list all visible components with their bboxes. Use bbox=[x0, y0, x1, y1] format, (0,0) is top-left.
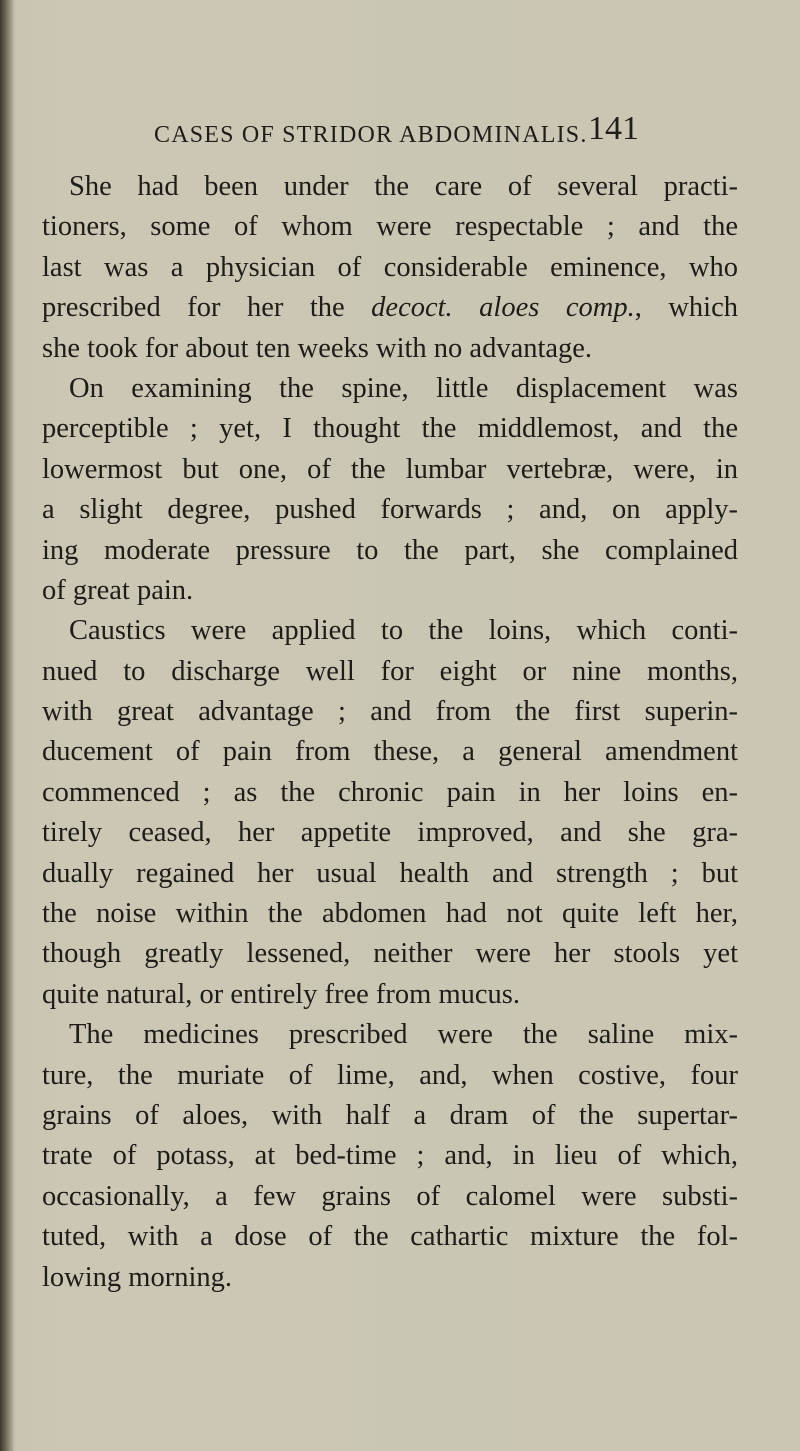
text-line: ing moderate pressure to the part, she complained bbox=[42, 534, 738, 566]
page-number: 141 bbox=[588, 110, 639, 147]
text-line: though greatly lessened, neither were her stools yet bbox=[42, 938, 738, 970]
text-line: occasionally, a few grains of calomel were substi- bbox=[42, 1180, 738, 1212]
text-line: perceptible ; yet, I thought the middlemost, and the bbox=[42, 413, 738, 445]
running-head: CASES OF STRIDOR ABDOMINALIS. bbox=[154, 122, 588, 148]
text-line: Caustics were applied to the loins, which conti- bbox=[69, 615, 738, 647]
body-text bbox=[42, 167, 738, 1298]
page-header bbox=[154, 104, 744, 154]
text-line: The medicines prescribed were the saline mix- bbox=[69, 1019, 738, 1051]
text-line: last was a physician of considerable eminence, who bbox=[42, 251, 738, 283]
text-line: On examining the spine, little displacement was bbox=[69, 372, 738, 404]
text-line: commenced ; as the chronic pain in her loins en- bbox=[42, 776, 738, 808]
text-line: ducement of pain from these, a general amendment bbox=[42, 736, 738, 768]
text-line: she took for about ten weeks with no advantage. bbox=[42, 332, 593, 364]
text-line: grains of aloes, with half a dram of the supertar- bbox=[42, 1099, 738, 1131]
text-line: lowing morning. bbox=[42, 1261, 232, 1293]
italic-prescription: decoct. aloes comp. bbox=[371, 292, 635, 324]
text-line-with-italic bbox=[42, 288, 738, 328]
page-binding-shadow bbox=[0, 0, 14, 1451]
text-line: with great advantage ; and from the first superin- bbox=[42, 696, 738, 728]
text-line: a slight degree, pushed forwards ; and, on apply- bbox=[42, 494, 738, 526]
text-line: She had been under the care of several practi- bbox=[69, 171, 738, 202]
text-segment: , which bbox=[634, 292, 738, 324]
text-line: tuted, with a dose of the cathartic mixture the fol- bbox=[42, 1221, 738, 1253]
text-line: of great pain. bbox=[42, 574, 194, 606]
text-line: the noise within the abdomen had not quite left her, bbox=[42, 898, 738, 930]
text-segment: prescribed for her the bbox=[42, 292, 372, 324]
text-line: tioners, some of whom were respectable ; and the bbox=[42, 211, 738, 243]
text-line: ture, the muriate of lime, and, when costive, four bbox=[42, 1059, 738, 1091]
text-line: nued to discharge well for eight or nine months, bbox=[42, 655, 738, 687]
text-line: dually regained her usual health and strength ; but bbox=[42, 857, 738, 889]
text-line: quite natural, or entirely free from mucus. bbox=[42, 978, 520, 1010]
text-line: trate of potass, at bed-time ; and, in lieu of which, bbox=[42, 1140, 738, 1172]
text-line: lowermost but one, of the lumbar vertebræ, were, in bbox=[42, 453, 738, 485]
text-line: tirely ceased, her appetite improved, and she gra- bbox=[42, 817, 738, 849]
